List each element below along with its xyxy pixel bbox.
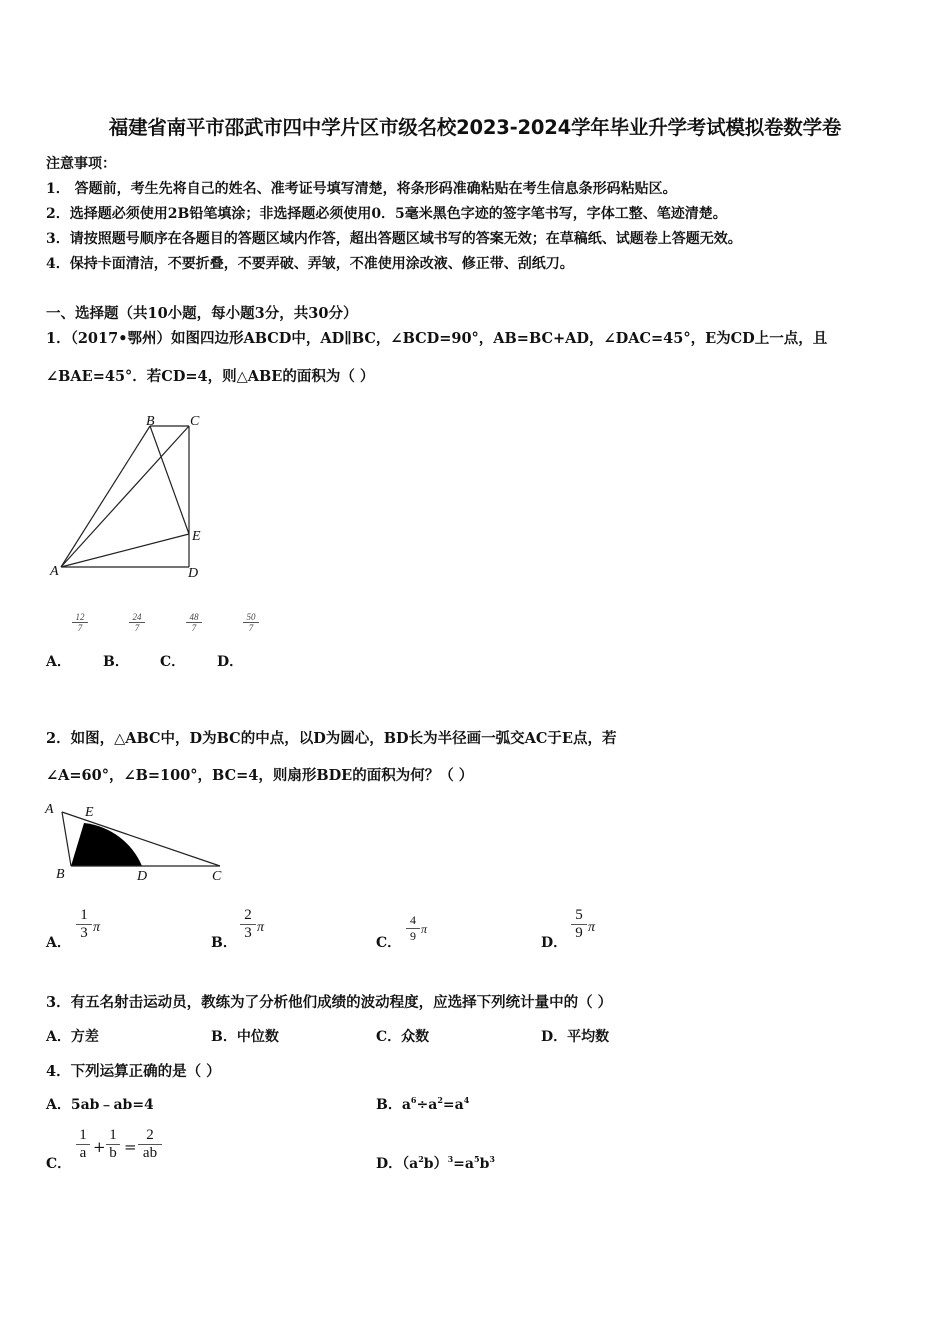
segment-ab: [62, 812, 71, 866]
numerator: 4: [406, 913, 420, 929]
q1-option-b-fraction: [129, 612, 145, 633]
q1-option-d-fraction: [243, 612, 259, 633]
exponent: 3: [447, 1154, 454, 1164]
notes-heading: 注意事项：: [46, 156, 116, 172]
question-1-line-1: 1．（2017•鄂州）如图四边形ABCD中，AD∥BC，∠BCD=90°，AB=BC+AD，∠DAC=45°，E为CD上一点，且: [46, 330, 828, 347]
q2-option-c[interactable]: C．: [376, 935, 402, 951]
q1-option-c[interactable]: C．: [160, 654, 186, 670]
pi-symbol: π: [588, 920, 596, 935]
numerator: 2: [138, 1127, 162, 1145]
q2-option-b[interactable]: B．: [211, 935, 237, 951]
numerator: 1: [76, 907, 92, 925]
q3-option-b[interactable]: B．中位数: [211, 1029, 279, 1045]
question-3: 3．有五名射击运动员，教练为了分析他们成绩的波动程度，应选择下列统计量中的（ ）: [46, 994, 613, 1011]
expr-part: =a: [442, 1097, 464, 1113]
numerator: 1: [76, 1127, 90, 1145]
exponent: 2: [437, 1095, 443, 1105]
label-b: B: [146, 414, 155, 429]
segment-ac: [61, 426, 189, 567]
question-1-line-2: ∠BAE=45°．若CD=4，则△ABE的面积为（ ）: [46, 368, 375, 385]
denominator: 3: [80, 925, 88, 941]
label-e: E: [85, 805, 94, 820]
denominator: 7: [191, 623, 197, 633]
q2-geometry-figure: [40, 798, 240, 888]
label-c: C: [212, 869, 222, 884]
question-2-line-1: 2．如图，△ABC中，D为BC的中点，以D为圆心，BD长为半径画一弧交AC于E点，若: [46, 730, 617, 747]
expr-part: （a: [402, 1156, 419, 1172]
exponent: 5: [473, 1154, 480, 1164]
question-2-line-2: ∠A=60°，∠B=100°，BC=4，则扇形BDE的面积为何？（ ）: [46, 767, 474, 784]
shaded-sector-bde: [71, 823, 142, 866]
denominator: 7: [134, 623, 140, 633]
q2-option-c-fraction: [406, 913, 420, 944]
q4-option-b[interactable]: [376, 1094, 469, 1114]
page-title: 福建省南平市邵武市四中学片区市级名校2023-2024学年毕业升学考试模拟卷数学卷: [108, 116, 842, 139]
note-item: 3．请按照题号顺序在各题目的答题区域内作答，超出答题区域书写的答案无效；在草稿纸、试题卷上答题无效。: [46, 231, 742, 247]
expr-part: a: [401, 1097, 411, 1113]
numerator: 5: [571, 907, 587, 925]
exponent: 6: [410, 1095, 417, 1105]
denominator: 3: [244, 925, 252, 941]
q1-option-a[interactable]: A．: [46, 654, 71, 670]
exponent: 3: [489, 1154, 495, 1164]
denominator: a: [79, 1145, 87, 1161]
segment-ae: [61, 534, 189, 567]
q4-option-c[interactable]: C．: [46, 1156, 72, 1172]
label-e: E: [192, 529, 201, 544]
label-d: D: [188, 566, 199, 581]
q2-option-d[interactable]: D．: [541, 935, 568, 951]
numerator: 50: [243, 612, 259, 623]
q4-option-d[interactable]: [376, 1153, 495, 1173]
q2-option-a-fraction: [76, 907, 92, 942]
segment-ab: [61, 426, 150, 567]
numerator: 24: [129, 612, 145, 623]
exponent: 4: [463, 1095, 470, 1105]
option-label: D．: [376, 1156, 403, 1172]
expr-part: b）: [423, 1156, 448, 1172]
q3-option-c[interactable]: C．众数: [376, 1029, 430, 1045]
note-item: 2．选择题必须使用2B铅笔填涂；非选择题必须使用0．5毫米黑色字迹的签字笔书写，字体工整、笔迹清楚。: [46, 206, 727, 222]
pi-symbol: π: [93, 920, 101, 935]
note-item: 4．保持卡面清洁，不要折叠，不要弄破、弄皱，不准使用涂改液、修正带、刮纸刀。: [46, 256, 574, 272]
label-a: A: [45, 802, 54, 817]
q4-option-a[interactable]: A．5ab﹣ab=4: [46, 1097, 154, 1113]
expr-part: =a: [453, 1156, 474, 1172]
q2-option-b-fraction: [240, 907, 256, 942]
numerator: 48: [186, 612, 202, 623]
denominator: ab: [142, 1145, 158, 1161]
q3-option-a[interactable]: A．方差: [46, 1029, 99, 1045]
q3-option-d[interactable]: D．平均数: [541, 1029, 610, 1045]
pi-symbol: π: [421, 922, 428, 936]
segment-be: [150, 426, 189, 534]
label-c: C: [190, 414, 200, 429]
q1-option-a-fraction: [72, 612, 88, 633]
expr-part: b: [479, 1156, 490, 1172]
note-item: 1． 答题前，考生先将自己的姓名、准考证号填写清楚，将条形码准确粘贴在考生信息条形码粘贴区。: [46, 181, 677, 197]
q4-option-c-fraction-2: [106, 1127, 120, 1162]
section-heading: 一、选择题（共10小题，每小题3分，共30分）: [46, 305, 358, 322]
label-b: B: [56, 867, 65, 882]
expr-part: ÷a: [416, 1097, 438, 1113]
q1-geometry-figure: [40, 405, 220, 585]
denominator: 7: [77, 623, 83, 633]
denominator: 9: [410, 929, 416, 943]
label-d: D: [137, 869, 148, 884]
denominator: 7: [248, 623, 254, 633]
q4-option-c-fraction-3: [138, 1127, 162, 1162]
q2-option-d-fraction: [571, 907, 587, 942]
q2-option-a[interactable]: A．: [46, 935, 71, 951]
question-4: 4．下列运算正确的是（ ）: [46, 1063, 221, 1080]
plus-sign: +: [93, 1138, 106, 1156]
option-label: B．: [376, 1097, 402, 1113]
numerator: 1: [106, 1127, 120, 1145]
label-a: A: [50, 564, 59, 579]
q1-option-b[interactable]: B．: [103, 654, 129, 670]
pi-symbol: π: [257, 920, 265, 935]
denominator: 9: [575, 925, 583, 941]
exponent: 2: [418, 1154, 424, 1164]
denominator: b: [109, 1145, 117, 1161]
numerator: 12: [72, 612, 88, 623]
q4-option-c-fraction-1: [76, 1127, 90, 1162]
q1-option-c-fraction: [186, 612, 202, 633]
numerator: 2: [240, 907, 256, 925]
equals-sign: =: [124, 1138, 137, 1156]
q1-option-d[interactable]: D．: [217, 654, 244, 670]
